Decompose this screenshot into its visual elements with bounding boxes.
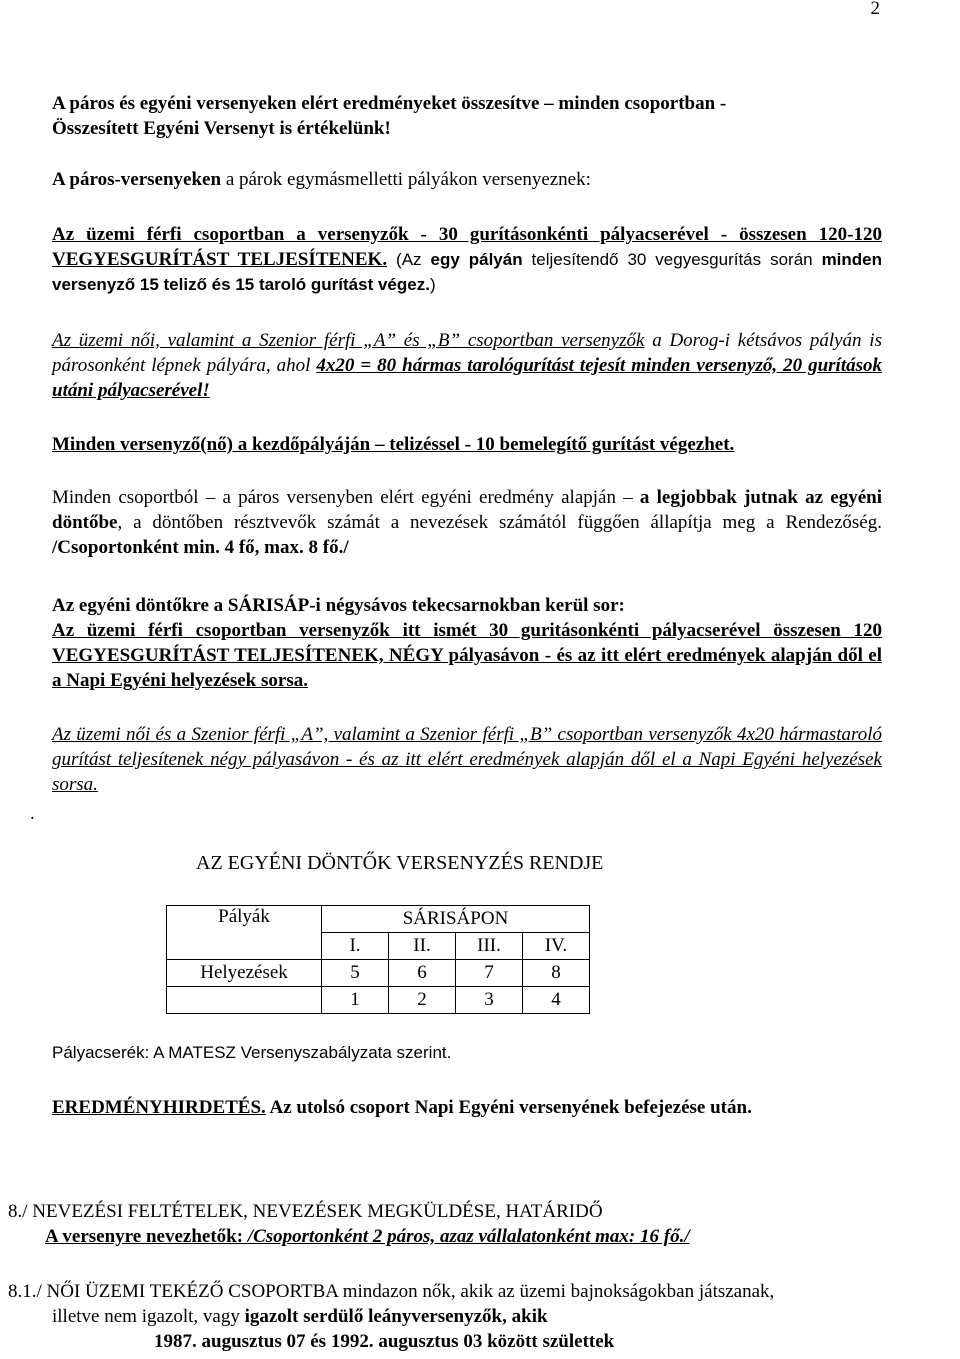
finals-lane-table	[166, 905, 590, 1014]
place-cell: 1	[322, 987, 389, 1014]
mens-note-mid: teljesítendő 30 vegyesgurítás során	[522, 250, 822, 269]
section-8-subheading	[8, 1224, 690, 1249]
venue-cell: SÁRISÁPON	[322, 906, 590, 933]
place-cell: 4	[523, 987, 590, 1014]
table-row	[167, 906, 590, 933]
warmup-part-2: telizéssel - 10 bemelegítő gurítást végezhet.	[389, 434, 735, 455]
page-number: 2	[870, 0, 880, 19]
lane-swap-note: Pályacserék: A MATESZ Versenyszabályzata szerint.	[52, 1043, 452, 1062]
eligibility-text: illetve nem igazolt, vagy	[52, 1306, 245, 1327]
mens-group-rules	[52, 222, 882, 297]
place-cell: 8	[523, 960, 590, 987]
summary-line-2: Összesített Egyéni Versenyt is értékelünk!	[52, 118, 391, 139]
results-label: EREDMÉNYHIRDETÉS.	[52, 1097, 266, 1118]
warmup-part-1: Minden versenyző(nő) a kezdőpályáján	[52, 434, 371, 455]
section-8-1-line-2	[8, 1304, 960, 1329]
mens-group-main: Az üzemi férfi csoportban a versenyzők - 30 gurításonkénti pályacserével - összesen 120-120 VEGYESGURÍTÁST TELJESÍTENEK.	[52, 224, 882, 270]
place-cell: 3	[456, 987, 523, 1014]
finals-venue-heading: Az egyéni döntőkre a SÁRISÁP-i négysávos tekecsarnokban kerül sor:	[52, 595, 625, 616]
lane-cell: I.	[322, 933, 389, 960]
section-8	[8, 1199, 690, 1249]
section-8-heading: 8./ NEVEZÉSI FELTÉTELEK, NEVEZÉSEK MEGKÜLDÉSE, HATÁRIDŐ	[8, 1201, 603, 1222]
entrants-label: A versenyre nevezhetők:	[45, 1226, 248, 1247]
summary-paragraph	[52, 91, 882, 141]
finals-venue	[52, 593, 882, 693]
warmup-rule	[52, 432, 882, 457]
pairs-label: A páros-versenyeken	[52, 169, 222, 190]
entrants-limit: /Csoportonként 2 páros, azaz vállalatonként max: 16 fő./	[247, 1226, 690, 1247]
results-text: Az utolsó csoport Napi Egyéni versenyének befejezése után.	[265, 1097, 752, 1118]
mens-note-close: )	[429, 275, 436, 294]
place-cell: 5	[322, 960, 389, 987]
qual-part-1: Minden csoportból – a páros versenyben elért egyéni eredmény alapján –	[52, 487, 640, 508]
mens-note-bold: minden versenyző 15 teliző és 15 taroló gurítást végez.	[52, 250, 883, 294]
table-row	[167, 987, 590, 1014]
birth-date-range: 1987. augusztus 07 és 1992. augusztus 03 között születtek	[154, 1331, 615, 1352]
womens-throws: 4x20 = 80 hármas tarológurítást tejesít minden versenyző, 20 gurítások utáni pályacserével!	[52, 355, 882, 401]
results-announcement	[52, 1097, 752, 1119]
pairs-text: a párok egymásmelletti pályákon versenyeznek:	[221, 169, 591, 190]
summary-line-1: A páros és egyéni versenyeken elért eredményeket összesítve – minden csoportban -	[52, 93, 727, 114]
section-title: AZ EGYÉNI DÖNTŐK VERSENYZÉS RENDJE	[196, 852, 604, 874]
section-8-1	[8, 1279, 960, 1354]
qual-best: a legjobbak jutnak az egyéni döntőbe	[52, 487, 882, 533]
place-cell: 6	[389, 960, 456, 987]
lanes-label: Pályák	[167, 906, 322, 960]
finals-womens-senior-rules: Az üzemi női és a Szenior férfi „A”, valamint a Szenior férfi „B” csoportban versenyzők 4x20 hármastaroló gurítást teljesítenek négy pályasávon - és az itt elért eredmények alapján dől el a Napi Egyéni helyezések sorsa.	[52, 724, 882, 795]
qual-part-3: , a döntőben résztvevők számát a nevezések számától függően állapítja meg a Rendezőség.	[117, 512, 882, 533]
qual-group-count: /Csoportonként min. 4 fő, max. 8 fő./	[52, 537, 349, 558]
place-cell: 7	[456, 960, 523, 987]
stray-dot: .	[30, 803, 35, 824]
lane-cell: II.	[389, 933, 456, 960]
section-8-1-line-1: 8.1./ NŐI ÜZEMI TEKÉZŐ CSOPORTBA mindazon nők, akik az üzemi bajnokságokban játszanak,	[8, 1281, 775, 1302]
lane-cell: III.	[456, 933, 523, 960]
pairs-intro	[52, 167, 882, 192]
place-cell: 2	[389, 987, 456, 1014]
mens-note-open: (Az	[387, 250, 431, 269]
table-row	[167, 960, 590, 987]
womens-senior-rules	[52, 328, 882, 403]
places-label: Helyezések	[167, 960, 322, 987]
womens-lanes: a Dorog-i kétsávos pályán is párosonként lépnek pályára, ahol	[52, 330, 882, 376]
final-qualification	[52, 485, 882, 560]
lane-cell: IV.	[523, 933, 590, 960]
warmup-dash: –	[370, 434, 390, 455]
eligibility-bold: igazolt serdülő leányversenyzők, akik	[244, 1306, 548, 1327]
finals-mens-rules: Az üzemi férfi csoportban versenyzők itt ismét 30 guritásonkénti pályacserével összesen 120 VEGYESGURÍTÁST TELJESÍTENEK, NÉGY pályasávon - és az itt elért eredmények alapján dől el a Napi Egyéni helyezések sorsa.	[52, 620, 882, 691]
womens-groups: Az üzemi női, valamint a Szenior férfi „A” és „B” csoportban versenyzők	[52, 330, 645, 351]
empty-cell	[167, 987, 322, 1014]
mens-note-lane: egy pályán	[430, 250, 523, 269]
